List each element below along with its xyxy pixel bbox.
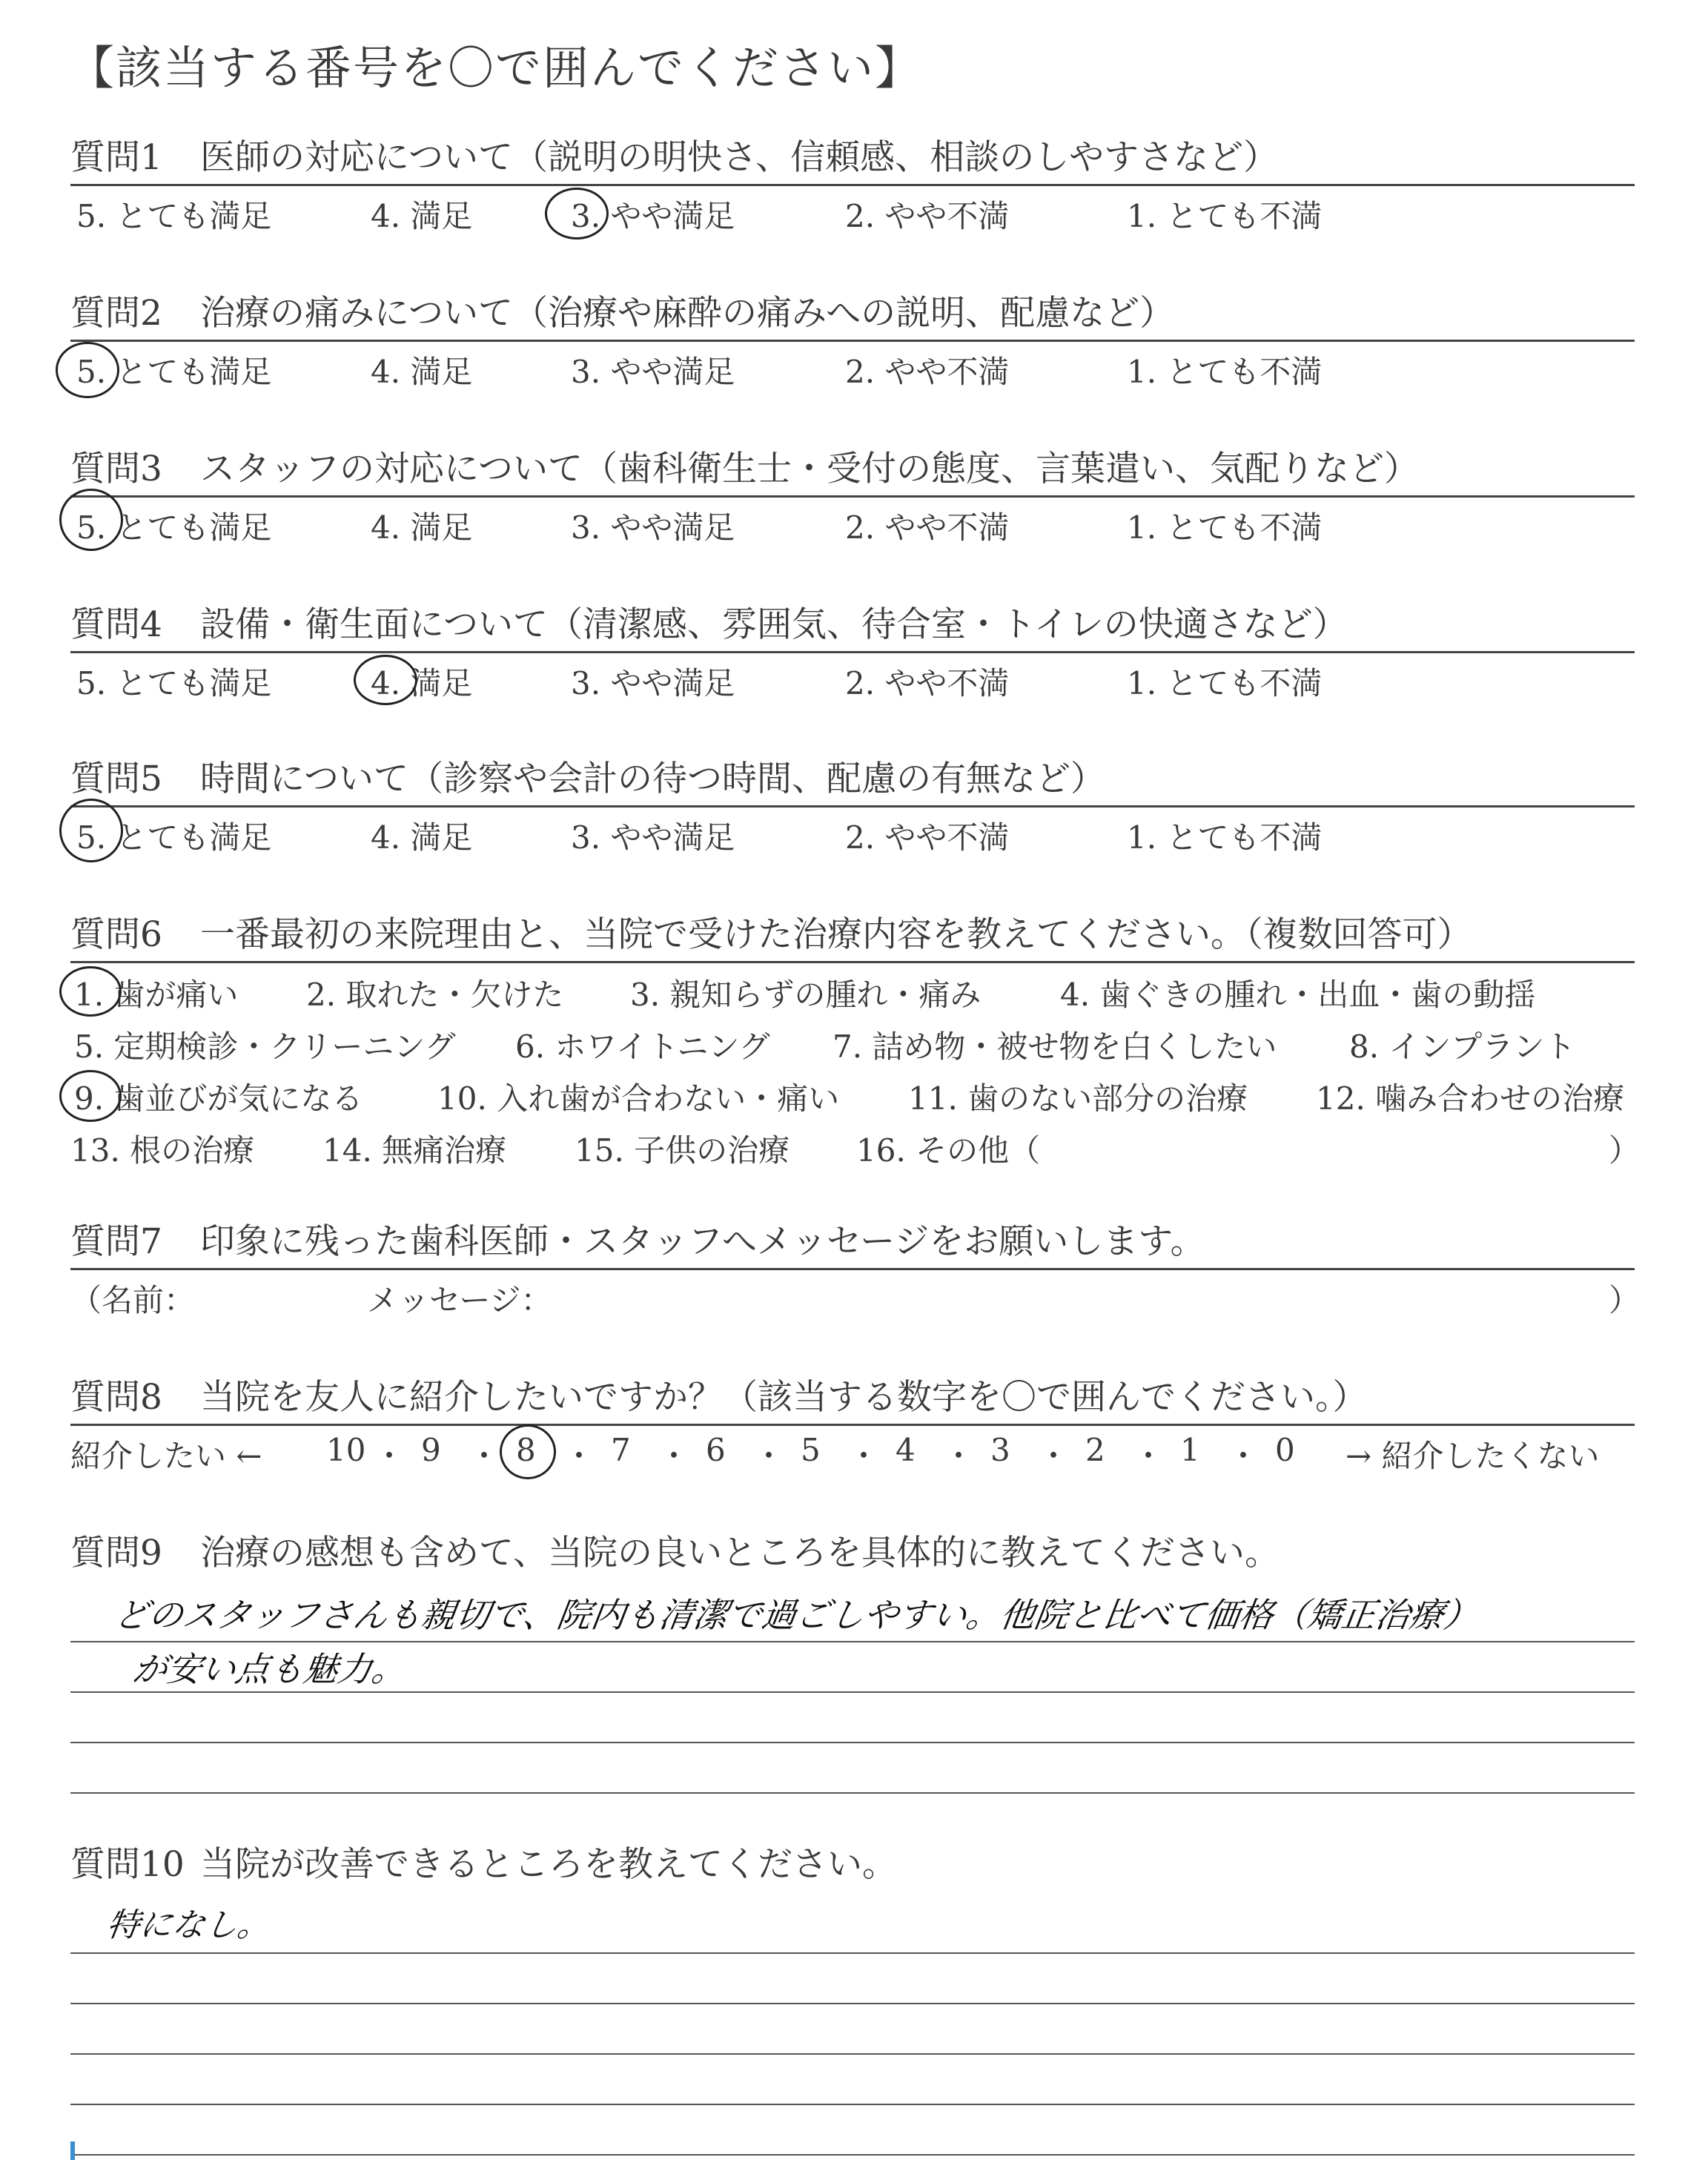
scale-value-4[interactable]: 4 — [896, 1432, 916, 1468]
question-text: スタッフの対応について（歯科衛生士・受付の態度、言葉遣い、気配りなど） — [200, 449, 1420, 489]
reason-option-7[interactable]: 7. 詰め物・被せ物を白くしたい — [833, 1028, 1277, 1065]
question-8 — [70, 1372, 1635, 1479]
name-label: （名前： — [70, 1282, 196, 1318]
scale-value-0[interactable]: 0 — [1275, 1432, 1295, 1468]
option-1[interactable]: 1. とても不満 — [1127, 665, 1323, 701]
question-number: 質問3 — [70, 449, 162, 489]
question-text: 設備・衛生面について（清潔感、雰囲気、待合室・トイレの快適さなど） — [200, 604, 1348, 645]
question-9 — [70, 1527, 1635, 1794]
reason-option-6[interactable]: 6. ホワイトニング — [515, 1028, 770, 1065]
rating-options — [70, 498, 1635, 551]
option-5[interactable]: 5. とても満足 — [76, 509, 272, 546]
scale-value-5[interactable]: 5 — [801, 1432, 821, 1468]
question-text: 印象に残った歯科医師・スタッフへメッセージをお願いします。 — [200, 1221, 1205, 1262]
question-10 — [70, 1839, 1635, 2156]
scale-value-9[interactable]: 9 — [421, 1432, 441, 1468]
question-number: 質問5 — [70, 759, 162, 799]
option-2[interactable]: 2. やや不満 — [845, 819, 1010, 856]
option-4[interactable]: 4. 満足 — [371, 354, 473, 390]
question-5 — [70, 753, 1635, 861]
scale-separator: ・ — [563, 1438, 595, 1474]
question-text: 当院を友人に紹介したいですか？（該当する数字を〇で囲んでください。） — [200, 1377, 1368, 1418]
reason-option-4[interactable]: 4. 歯ぐきの腫れ・出血・歯の動揺 — [1060, 977, 1536, 1013]
reason-options — [70, 963, 1641, 1178]
scale-separator: ・ — [753, 1438, 785, 1474]
question-3 — [70, 443, 1635, 551]
reason-option-9[interactable]: 9. 歯並びが気になる — [74, 1080, 363, 1117]
scale-separator: ・ — [469, 1438, 500, 1474]
scale-separator: ・ — [1038, 1438, 1070, 1474]
option-2[interactable]: 2. やや不満 — [845, 665, 1010, 701]
question-6 — [70, 909, 1641, 1178]
handwritten-answer: が安い点も魅力。 — [130, 1649, 409, 1689]
scale-separator: ・ — [374, 1438, 406, 1474]
question-number: 質問10 — [70, 1844, 185, 1885]
option-1[interactable]: 1. とても不満 — [1127, 198, 1323, 234]
option-1[interactable]: 1. とても不満 — [1127, 509, 1323, 546]
option-4[interactable]: 4. 満足 — [371, 198, 473, 234]
option-1[interactable]: 1. とても不満 — [1127, 819, 1323, 856]
scale-right-label: → 紹介したくない — [1345, 1438, 1600, 1474]
question-7 — [70, 1216, 1641, 1324]
option-3[interactable]: 3. やや満足 — [571, 198, 735, 234]
option-5[interactable]: 5. とても満足 — [76, 665, 272, 701]
reason-option-14[interactable]: 14. 無痛治療 — [322, 1132, 507, 1169]
message-label: メッセージ： — [367, 1282, 552, 1318]
scale-value-7[interactable]: 7 — [611, 1432, 631, 1468]
message-row — [70, 1270, 1641, 1324]
footer-accent-mark — [70, 2141, 75, 2160]
option-1[interactable]: 1. とても不満 — [1127, 354, 1323, 390]
question-text: 一番最初の来院理由と、当院で受けた治療内容を教えてください。（複数回答可） — [200, 914, 1472, 955]
option-5[interactable]: 5. とても満足 — [76, 354, 272, 390]
scale-separator: ・ — [848, 1438, 880, 1474]
reason-option-15[interactable]: 15. 子供の治療 — [575, 1132, 790, 1169]
option-4[interactable]: 4. 満足 — [371, 509, 473, 546]
question-text: 当院が改善できるところを教えてください。 — [200, 1844, 897, 1885]
option-2[interactable]: 2. やや不満 — [845, 509, 1010, 546]
page-title: 【該当する番号を〇で囲んでください】 — [68, 41, 923, 95]
reason-option-3[interactable]: 3. 親知らずの腫れ・痛み — [630, 977, 982, 1013]
scale-separator: ・ — [1133, 1438, 1165, 1474]
reason-option-8[interactable]: 8. インプラント — [1349, 1028, 1576, 1065]
option-2[interactable]: 2. やや不満 — [845, 198, 1010, 234]
scale-value-3[interactable]: 3 — [990, 1432, 1010, 1468]
reason-option-11[interactable]: 11. 歯のない部分の治療 — [908, 1080, 1248, 1117]
rating-options — [70, 186, 1635, 240]
other-close-paren: ） — [1609, 1132, 1641, 1169]
handwritten-answer: どのスタッフさんも親切で、院内も清潔で過ごしやすい。他院と比べて価格（矯正治療） — [111, 1595, 1481, 1635]
reason-option-10[interactable]: 10. 入れ歯が合わない・痛い — [437, 1080, 840, 1117]
reason-option-5[interactable]: 5. 定期検診・クリーニング — [74, 1028, 456, 1065]
question-2 — [70, 288, 1635, 395]
option-5[interactable]: 5. とても満足 — [76, 198, 272, 234]
scale-separator: ・ — [1228, 1438, 1260, 1474]
question-number: 質問1 — [70, 137, 162, 178]
option-3[interactable]: 3. やや満足 — [571, 665, 735, 701]
rating-options — [70, 342, 1635, 395]
question-text: 治療の痛みについて（治療や麻酔の痛みへの説明、配慮など） — [200, 293, 1175, 334]
reason-option-16[interactable]: 16. その他（ — [856, 1132, 1041, 1169]
scale-separator: ・ — [658, 1438, 690, 1474]
reason-option-2[interactable]: 2. 取れた・欠けた — [306, 977, 564, 1013]
reason-option-1[interactable]: 1. 歯が痛い — [74, 977, 239, 1013]
question-number: 質問6 — [70, 914, 162, 955]
handwritten-answer: 特になし。 — [104, 1906, 273, 1944]
question-number: 質問2 — [70, 293, 162, 334]
cut-off-footer — [70, 2136, 960, 2160]
scale-value-6[interactable]: 6 — [706, 1432, 726, 1468]
scale-value-1[interactable]: 1 — [1180, 1432, 1200, 1468]
question-number: 質問7 — [70, 1221, 162, 1262]
question-1 — [70, 132, 1635, 240]
message-close-paren: ） — [1609, 1282, 1641, 1318]
scale-value-8[interactable]: 8 — [516, 1432, 536, 1468]
question-number: 質問4 — [70, 604, 162, 645]
reason-option-13[interactable]: 13. 根の治療 — [70, 1132, 255, 1169]
question-text: 医師の対応について（説明の明快さ、信頼感、相談のしやすさなど） — [200, 137, 1279, 178]
scale-left-label: 紹介したい ← — [70, 1438, 262, 1474]
question-text: 時間について（診察や会計の待つ時間、配慮の有無など） — [200, 759, 1106, 799]
reason-option-12[interactable]: 12. 噛み合わせの治療 — [1316, 1080, 1625, 1117]
question-4 — [70, 599, 1635, 707]
rating-options — [70, 653, 1635, 707]
option-3[interactable]: 3. やや満足 — [571, 819, 735, 856]
rating-options — [70, 807, 1635, 861]
scale-value-2[interactable]: 2 — [1085, 1432, 1105, 1468]
option-4[interactable]: 4. 満足 — [371, 819, 473, 856]
scale-value-10[interactable]: 10 — [326, 1432, 366, 1468]
question-number: 質問9 — [70, 1533, 162, 1573]
option-5[interactable]: 5. とても満足 — [76, 819, 272, 856]
option-3[interactable]: 3. やや満足 — [571, 509, 735, 546]
question-number: 質問8 — [70, 1377, 162, 1418]
option-3[interactable]: 3. やや満足 — [571, 354, 735, 390]
option-2[interactable]: 2. やや不満 — [845, 354, 1010, 390]
recommend-scale — [70, 1426, 1635, 1479]
option-4[interactable]: 4. 満足 — [371, 665, 473, 701]
scale-separator: ・ — [943, 1438, 975, 1474]
answer-line — [70, 1792, 1635, 1794]
question-text: 治療の感想も含めて、当院の良いところを具体的に教えてください。 — [200, 1533, 1280, 1573]
